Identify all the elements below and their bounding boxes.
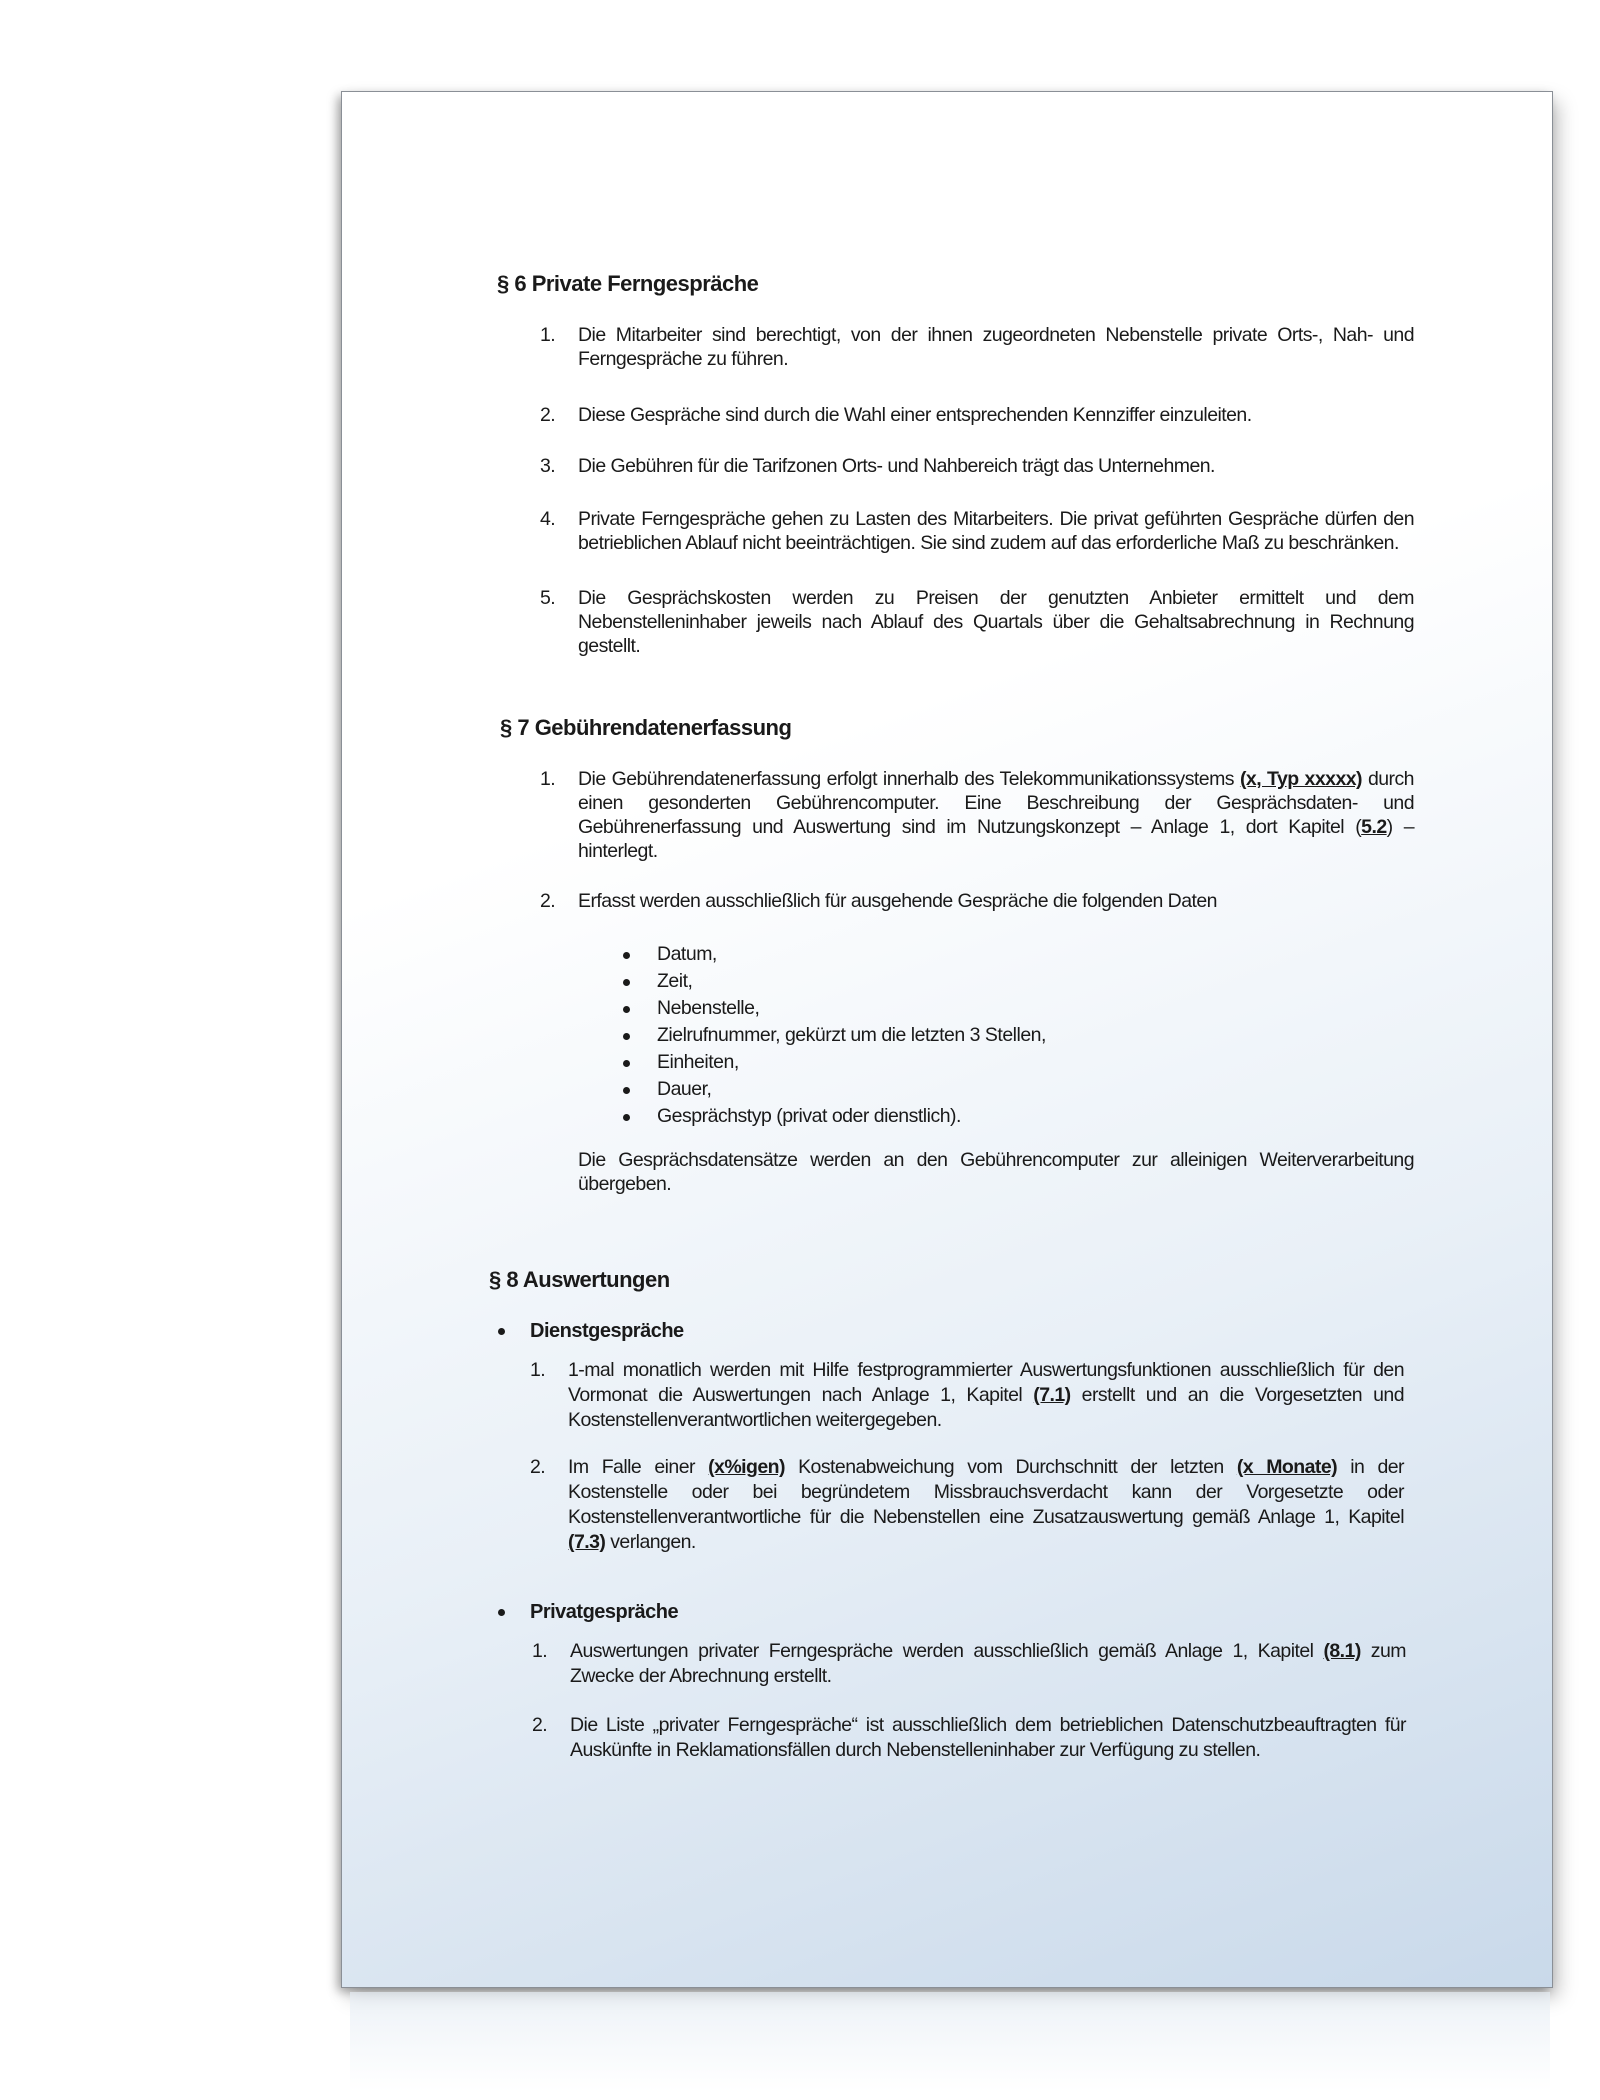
s6-item-3: 3. Die Gebühren für die Tarifzonen Orts- und Nahbereich trägt das Unternehmen.: [540, 455, 1215, 477]
s6-item-1: 1. Die Mitarbeiter sind berechtigt, von der ihnen zugeordneten Nebenstelle private Orts-, Nah- und Ferngespräche zu führen.: [540, 324, 1414, 370]
privat-item-1: 1. Auswertungen privater Ferngespräche werden ausschließlich gemäß Anlage 1, Kapitel (8.1) zum Zwecke der Abrechnung erstellt.: [532, 1640, 1406, 1687]
bullet: [498, 1609, 505, 1616]
list-item: Einheiten,: [657, 1049, 1417, 1076]
bullet: [498, 1328, 505, 1335]
list-item: Gesprächstyp (privat oder dienstlich).: [657, 1103, 1417, 1130]
dienst-item-2: 2. Im Falle einer (x%igen) Kostenabweichung vom Durchschnitt der letzten (x Monate) in der Kostenstelle oder bei begründetem Missbrauchsverdacht kann der Vorgesetzte oder Kostenstellenverantwortliche für die Nebenstellen eine Zusatzauswertung gemäß Anlage 1, Kapitel (7.3) verlangen.: [530, 1456, 1404, 1553]
section-8-heading: § 8 Auswertungen: [489, 1267, 670, 1292]
privat-heading: Privatgespräche: [530, 1599, 1417, 1625]
list-item: Datum,: [657, 941, 1417, 968]
s6-item-5: 5. Die Gesprächskosten werden zu Preisen der genutzten Anbieter ermittelt und dem Nebenstelleninhaber jeweils nach Ablauf des Quartals über die Gehaltsabrechnung in Rechnung gestellt.: [540, 587, 1414, 657]
s6-item-2: 2. Diese Gespräche sind durch die Wahl einer entsprechenden Kennziffer einzuleiten.: [540, 404, 1252, 426]
s7-data-list: [497, 941, 1417, 1130]
s7-closing: Die Gesprächsdatensätze werden an den Gebührencomputer zur alleinigen Weiterverarbeitung übergeben.: [578, 1149, 1414, 1195]
s6-item-4: 4. Private Ferngespräche gehen zu Lasten des Mitarbeiters. Die privat geführten Gespräche dürfen den betrieblichen Ablauf nicht beeinträchtigen. Sie sind zudem auf das erforderliche Maß zu beschränken.: [540, 508, 1414, 554]
list-item: Dauer,: [657, 1076, 1417, 1103]
section-7-heading: § 7 Gebührendatenerfassung: [500, 715, 792, 740]
page-reflection: [350, 1992, 1550, 2092]
list-item: Zeit,: [657, 968, 1417, 995]
document-content: [489, 270, 1417, 1763]
s7-item-1: 1. Die Gebührendatenerfassung erfolgt innerhalb des Telekommunikationssystems (x, Typ xxxxx) durch einen gesonderten Gebührencomputer. Eine Beschreibung der Gesprächsdaten- und Gebührenerfassung und Auswertung sind im Nutzungskonzept – Anlage 1, dort Kapitel (5.2) – hinterlegt.: [540, 768, 1414, 862]
section-8: [489, 1266, 1417, 1763]
dienst-heading: Dienstgespräche: [530, 1318, 1417, 1344]
dienst-item-1: 1. 1-mal monatlich werden mit Hilfe festprogrammierter Auswertungsfunktionen ausschließlich für den Vormonat die Auswertungen nach Anlage 1, Kapitel (7.1) erstellt und an die Vorgesetzten und Kostenstellenverantwortlichen weitergegeben.: [530, 1359, 1404, 1431]
s7-item-2: 2. Erfasst werden ausschließlich für ausgehende Gespräche die folgenden Daten: [540, 890, 1217, 912]
list-item: Zielrufnummer, gekürzt um die letzten 3 Stellen,: [657, 1022, 1417, 1049]
section-6-heading: § 6 Private Ferngespräche: [497, 271, 759, 296]
privat-item-2: 2. Die Liste „privater Ferngespräche“ ist ausschließlich dem betrieblichen Datenschutzbeauftragten für Auskünfte in Reklamationsfällen durch Nebenstelleninhaber zur Verfügung zu stellen.: [532, 1714, 1406, 1761]
list-item: Nebenstelle,: [657, 995, 1417, 1022]
